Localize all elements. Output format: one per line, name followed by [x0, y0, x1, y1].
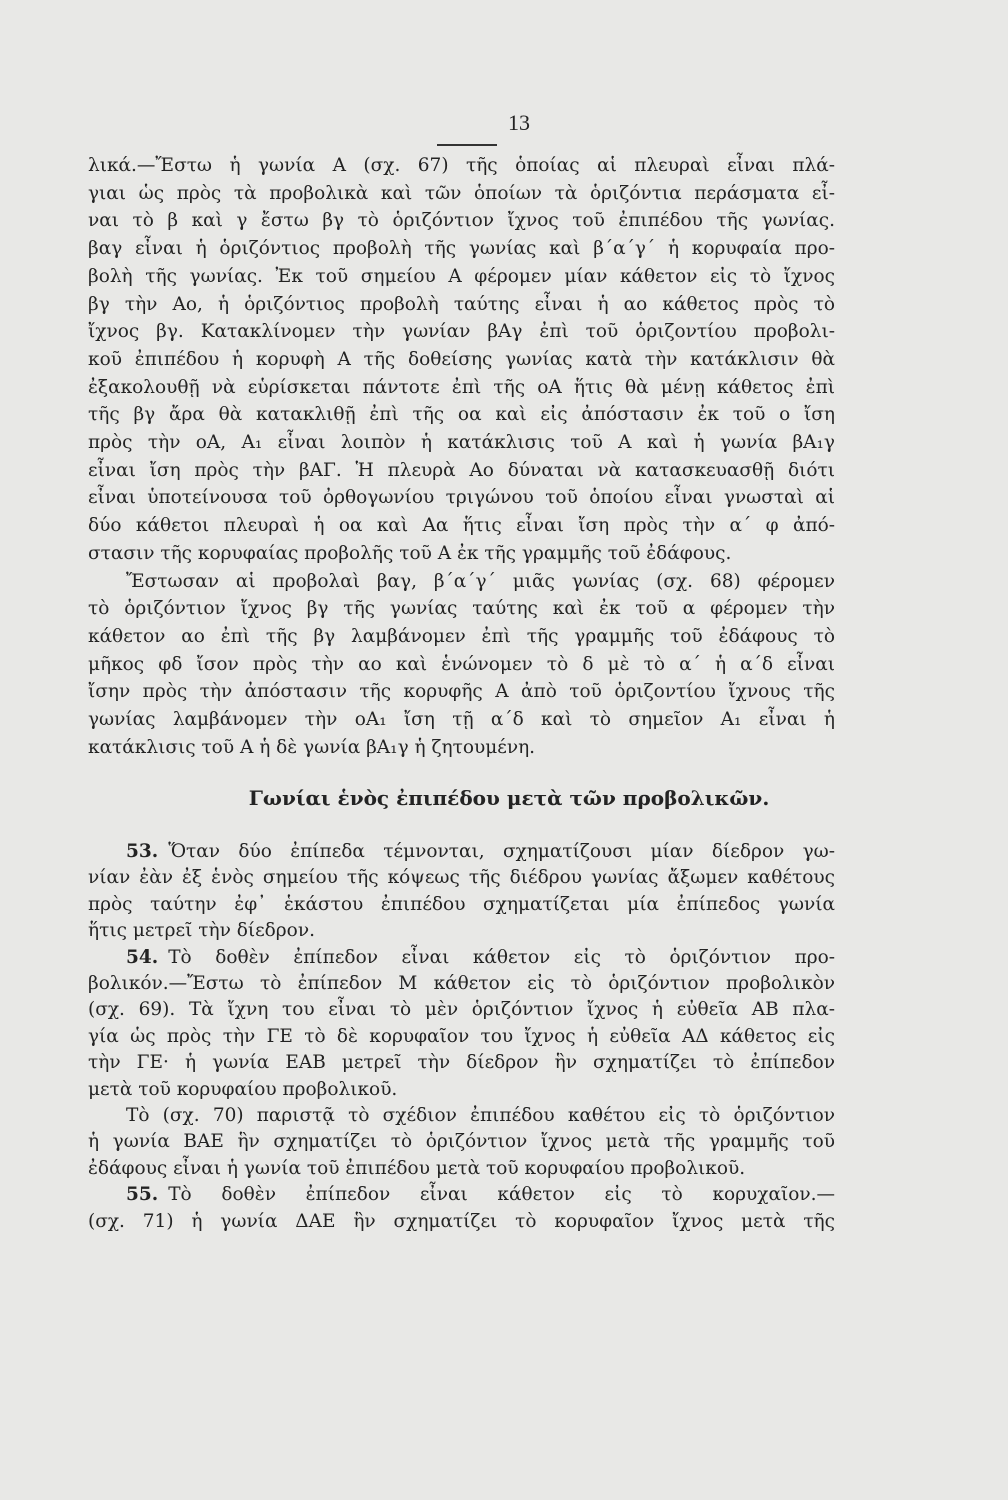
paragraph-number: 54.	[126, 946, 159, 968]
text-line: βολικόν.—Ἔστω τὸ ἐπίπεδον Μ κάθετον εἰς τὸ ὁριζόντιον προβολικὸν	[88, 973, 835, 995]
text-line: τῆς βγ ἄρα θὰ κατακλιθῇ ἐπὶ τῆς οα καὶ εἰς ἀπόστασιν ἐκ τοῦ ο ἴση	[88, 404, 835, 426]
numbered-paragraph	[88, 1182, 835, 1235]
text-line: ἴσην πρὸς τὴν ἀπόστασιν τῆς κορυφῆς Α ἀπὸ τοῦ ὁριζοντίου ἴχνους τῆς	[88, 681, 835, 703]
text-line: γιαι ὡς πρὸς τὰ προβολικὰ καὶ τῶν ὁποίων τὰ ὁριζόντια περάσματα εἶ-	[88, 182, 835, 204]
paragraph	[88, 152, 835, 568]
text-line: ἥτις μετρεῖ τὴν δίεδρον.	[88, 920, 315, 942]
paragraph	[88, 568, 835, 762]
text-line: κατάκλισις τοῦ Α ἡ δὲ γωνία βΑ₁γ ἡ ζητουμένη.	[88, 736, 536, 758]
page-number: 13	[508, 110, 530, 135]
paragraph-number: 53.	[126, 841, 159, 862]
text-line: γία ὡς πρὸς τὴν ΓΕ τὸ δὲ κορυφαῖον του ἴχνος ἡ εὐθεῖα ΑΔ κάθετος εἰς	[88, 1025, 835, 1047]
text-block-upper	[88, 152, 835, 761]
text-line: ἴχνος βγ. Κατακλίνομεν τὴν γωνίαν βΑγ ἐπὶ τοῦ ὁριζοντίου προβολι-	[88, 321, 835, 343]
text-line: δύο κάθετοι πλευραὶ ἡ οα καὶ Αα ἥτις εἶναι ἴση πρὸς τὴν α΄ φ ἀπό-	[88, 515, 835, 537]
text-line: νίαν ἐὰν ἐξ ἑνὸς σημείου τῆς κόψεως τῆς διέδρου γωνίας ἄξωμεν καθέτους	[88, 867, 835, 889]
text-line: γωνίας λαμβάνομεν τὴν οΑ₁ ἴση τῇ α΄δ καὶ τὸ σημεῖον Α₁ εἶναι ἡ	[88, 709, 835, 731]
text-line: πρὸς ταύτην ἐφ᾽ ἑκάστου ἐπιπέδου σχηματίζεται μία ἐπίπεδος γωνία	[88, 893, 835, 915]
numbered-paragraph	[88, 945, 835, 1103]
text-line: βαγ εἶναι ἡ ὁριζόντιος προβολὴ τῆς γωνίας καὶ β΄α΄γ΄ ἡ κορυφαία προ-	[88, 238, 835, 260]
paragraph	[88, 1103, 835, 1182]
text-line: βγ τὴν Αο, ἡ ὁριζόντιος προβολὴ ταύτης εἶναι ἡ αο κάθετος πρὸς τὸ	[88, 293, 835, 315]
text-line: βολὴ τῆς γωνίας. Ἐκ τοῦ σημείου Α φέρομεν μίαν κάθετον εἰς τὸ ἴχνος	[88, 265, 835, 287]
page-number-rule	[437, 144, 497, 146]
text-line	[88, 1182, 835, 1208]
text-line: μῆκος φδ ἴσον πρὸς τὴν αο καὶ ἑνώνομεν τὸ δ μὲ τὸ α΄ ἡ α΄δ εἶναι	[88, 653, 835, 675]
text-line: μετὰ τοῦ κορυφαίου προβολικοῦ.	[88, 1078, 398, 1100]
text-line: τὴν ΓΕ· ἡ γωνία ΕΑΒ μετρεῖ τὴν δίεδρον ἣν σχηματίζει τὸ ἐπίπεδον	[88, 1052, 835, 1074]
text-line: ἐξακολουθῇ νὰ εὑρίσκεται πάντοτε ἐπὶ τῆς οΑ ἥτις θὰ μένῃ κάθετος ἐπὶ	[88, 376, 835, 398]
text-line: (σχ. 69). Τὰ ἴχνη του εἶναι τὸ μὲν ὁριζόντιον ἴχνος ἡ εὐθεῖα ΑΒ πλα-	[88, 999, 835, 1021]
line-text: Τὸ δοθὲν ἐπίπεδον εἶναι κάθετον εἰς τὸ κορυχαῖον.—	[168, 1184, 835, 1206]
text-line: πρὸς τὴν οΑ, Α₁ εἶναι λοιπὸν ἡ κατάκλισις τοῦ Α καὶ ἡ γωνία βΑ₁γ	[88, 432, 835, 454]
text-line: εἶναι ὑποτείνουσα τοῦ ὀρθογωνίου τριγώνου τοῦ ὁποίου εἶναι γνωσταὶ αἱ	[88, 487, 835, 509]
text-line	[88, 945, 835, 971]
text-line: εἶναι ἴση πρὸς τὴν βΑΓ. Ἡ πλευρὰ Αο δύναται νὰ κατασκευασθῇ διότι	[88, 459, 835, 481]
text-line: στασιν τῆς κορυφαίας προβολῆς τοῦ Α ἐκ τῆς γραμμῆς τοῦ ἐδάφους.	[88, 542, 732, 564]
text-line: τὸ ὁριζόντιον ἴχνος βγ τῆς γωνίας ταύτης καὶ ἐκ τοῦ α φέρομεν τὴν	[88, 598, 835, 620]
text-line: ναι τὸ β καὶ γ ἔστω βγ τὸ ὁριζόντιον ἴχνος τοῦ ἐπιπέδου τῆς γωνίας.	[88, 210, 835, 232]
line-text: Ὅταν δύο ἐπίπεδα τέμνονται, σχηματίζουσι μίαν δίεδρον γω-	[168, 841, 835, 862]
text-block-lower	[88, 839, 835, 1235]
text-line: (σχ. 71) ἡ γωνία ΔΑΕ ἣν σχηματίζει τὸ κορυφαῖον ἴχνος μετὰ τῆς	[88, 1210, 835, 1232]
numbered-paragraph	[88, 839, 835, 945]
text-line: ἡ γωνία ΒΑΕ ἣν σχηματίζει τὸ ὁριζόντιον ἴχνος μετὰ τῆς γραμμῆς τοῦ	[88, 1131, 835, 1153]
text-line: κάθετον αο ἐπὶ τῆς βγ λαμβάνομεν ἐπὶ τῆς γραμμῆς τοῦ ἐδάφους τὸ	[88, 625, 835, 647]
text-line	[88, 839, 835, 865]
paragraph-number: 55.	[126, 1184, 159, 1206]
text-line: λικά.—Ἔστω ἡ γωνία Α (σχ. 67) τῆς ὁποίας αἱ πλευραὶ εἶναι πλά-	[88, 155, 835, 176]
text-line: ἐδάφους εἶναι ἡ γωνία τοῦ ἐπιπέδου μετὰ τοῦ κορυφαίου προβολικοῦ.	[88, 1157, 746, 1179]
text-line: κοῦ ἐπιπέδου ἡ κορυφὴ Α τῆς δοθείσης γωνίας κατὰ τὴν κατάκλισιν θὰ	[88, 348, 835, 370]
line-text: Τὸ δοθὲν ἐπίπεδον εἶναι κάθετον εἰς τὸ ὁριζόντιον προ-	[168, 946, 835, 968]
text-line: Ἔστωσαν αἱ προβολαὶ βαγ, β΄α΄γ΄ μιᾶς γωνίας (σχ. 68) φέρομεν	[126, 570, 835, 592]
section-heading: Γωνίαι ἑνὸς ἐπιπέδου μετὰ τῶν προβολικῶν.	[248, 786, 770, 810]
text-line: Τὸ (σχ. 70) παριστᾷ τὸ σχέδιον ἐπιπέδου καθέτου εἰς τὸ ὁριζόντιον	[126, 1105, 835, 1127]
